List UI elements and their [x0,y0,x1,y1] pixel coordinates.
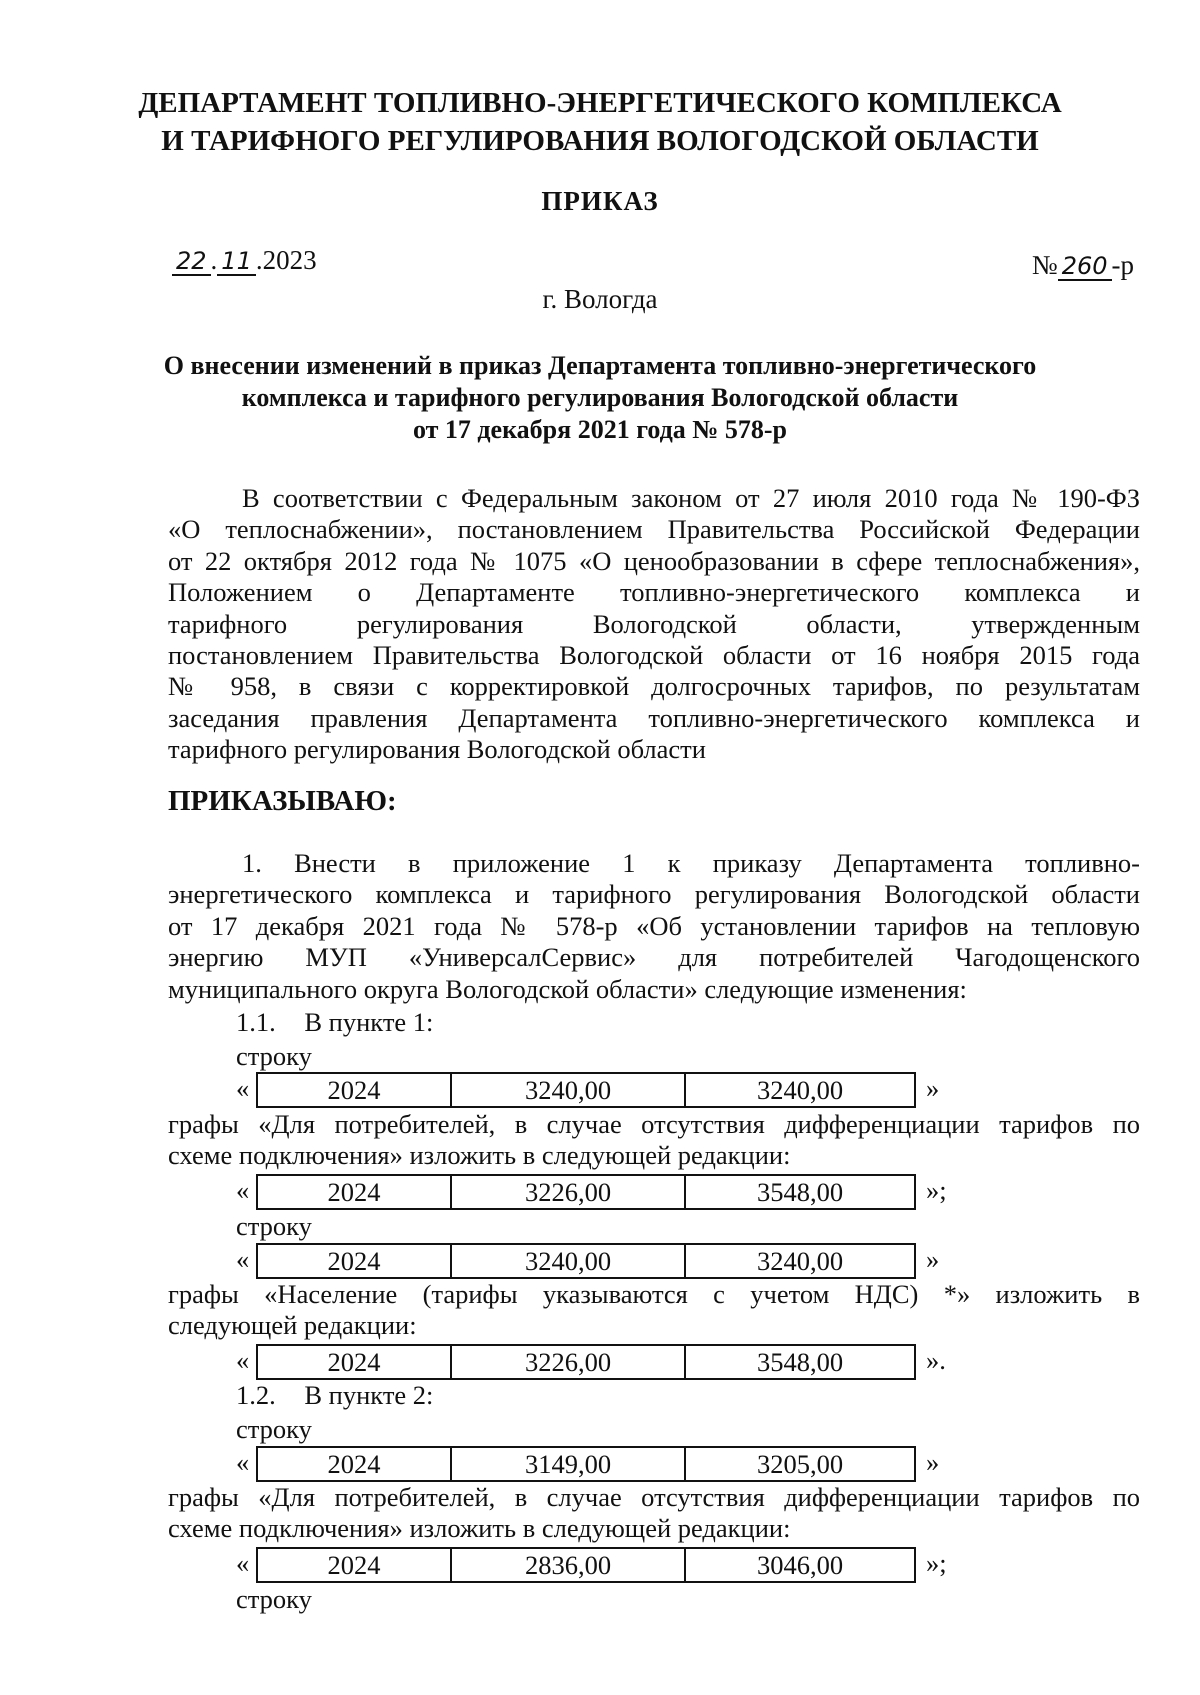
department-name-line-1: ДЕПАРТАМЕНТ ТОПЛИВНО-ЭНЕРГЕТИЧЕСКОГО КОМПЛЕКСА [138,87,1062,119]
city: г. Вологда [542,284,658,314]
grafy-population-text [168,1279,1140,1342]
cell-year: 2024 [258,1074,452,1106]
tariff-row-cells [256,1547,916,1583]
grafy-line: графы «Население (тарифы указываются с учетом НДС) *» изложить в [168,1279,1140,1309]
stroku-label: строку [236,1041,312,1071]
grafy-line: следующей редакции: [168,1310,417,1341]
tariff-row-cells [256,1072,916,1108]
preamble-line: постановлением Правительства Вологодской области от 16 ноября 2015 года [168,640,1140,671]
cell-value-2: 3046,00 [756,1550,844,1580]
open-quote: « [236,1548,250,1578]
close-quote: »; [926,1175,947,1205]
preamble-line: тарифного регулирования Вологодской области [168,734,706,765]
preamble-line: Положением о Департаменте топливно-энергетического комплекса и [168,577,1140,608]
department-name [0,84,1200,160]
date-year: .2023 [255,245,317,275]
cell-year: 2024 [258,1245,452,1277]
cell-value-2: 3205,00 [756,1449,844,1479]
preamble-paragraph [168,483,1140,766]
item-1-line: энергетического комплекса и тарифного регулирования Вологодской области [168,879,1140,910]
stroku-label: строку [236,1584,312,1614]
subject-line-1: О внесении изменений в приказ Департамента топливно-энергетического [163,351,1037,380]
cell-value-1: 3240,00 [452,1245,686,1277]
cell-value-2: 3240,00 [756,1246,844,1276]
grafy-consumers-text [168,1482,1140,1545]
close-quote: ». [926,1345,946,1375]
open-quote: « [236,1345,250,1375]
close-quote: » [926,1073,940,1103]
tariff-row-cells [256,1243,916,1279]
grafy-line: схеме подключения» изложить в следующей редакции: [168,1513,791,1544]
grafy-consumers-text [168,1109,1140,1172]
cell-value-1: 3240,00 [452,1074,686,1106]
subitem-1-1 [236,1007,433,1038]
preamble-line: В соответствии с Федеральным законом от 27 июля 2010 года № 190-ФЗ [242,483,1140,513]
preamble-line: «О теплоснабжении», постановлением Правительства Российской Федерации [168,514,1140,545]
cell-value-2: 3240,00 [756,1075,844,1105]
tariff-row-cells [256,1344,916,1380]
number-sign: № [1031,250,1058,280]
item-1-line: 1. Внести в приложение 1 к приказу Департамента топливно- [242,848,1140,878]
tariff-row-cells [256,1174,916,1210]
open-quote: « [236,1244,250,1274]
date-separator: . [210,245,218,275]
subitem-label: 1.2. [236,1380,276,1410]
open-quote: « [236,1175,250,1205]
order-number [1032,250,1134,281]
preamble-line: тарифного регулирования Вологодской области, утвержденным [168,608,1140,639]
grafy-line: графы «Для потребителей, в случае отсутствия дифференциации тарифов по [168,1109,1140,1139]
cell-value-2: 3548,00 [756,1347,844,1377]
grafy-line: схеме подключения» изложить в следующей редакции: [168,1140,791,1171]
handwritten-number: 260 [1058,253,1112,281]
cell-year: 2024 [258,1549,452,1581]
open-quote: « [236,1073,250,1103]
preamble-line: № 958, в связи с корректировкой долгосрочных тарифов, по результатам [168,671,1140,702]
open-quote: « [236,1447,250,1477]
document-type-title: ПРИКАЗ [541,186,659,216]
handwritten-day: 22 [172,248,211,276]
subject-line-3: от 17 декабря 2021 года № 578-р [412,415,788,444]
cell-year: 2024 [258,1346,452,1378]
grafy-line: графы «Для потребителей, в случае отсутствия дифференциации тарифов по [168,1482,1140,1512]
preamble-line: заседания правления Департамента топливно-энергетического комплекса и [168,702,1140,733]
item-1-line: от 17 декабря 2021 года № 578-р «Об установлении тарифов на тепловую [168,910,1140,941]
stroku-label: строку [236,1414,312,1444]
order-subject [0,350,1200,446]
subitem-1-2 [236,1380,433,1411]
handwritten-month: 11 [217,248,256,276]
cell-value-1: 3226,00 [452,1176,686,1208]
subitem-label: 1.1. [236,1007,276,1037]
cell-value-1: 2836,00 [452,1549,686,1581]
cell-value-1: 3149,00 [452,1448,686,1480]
close-quote: »; [926,1548,947,1578]
close-quote: » [926,1447,940,1477]
subitem-text: В пункте 2: [304,1380,434,1410]
subitem-text: В пункте 1: [304,1007,434,1037]
cell-value-2: 3548,00 [756,1177,844,1207]
item-1-paragraph [168,848,1140,1005]
subject-line-2: комплекса и тарифного регулирования Вологодской области [241,383,959,412]
cell-year: 2024 [258,1176,452,1208]
department-name-line-2: И ТАРИФНОГО РЕГУЛИРОВАНИЯ ВОЛОГОДСКОЙ ОБЛАСТИ [161,125,1039,157]
cell-year: 2024 [258,1448,452,1480]
order-word: ПРИКАЗЫВАЮ: [168,785,397,817]
preamble-line: от 22 октября 2012 года № 1075 «О ценообразовании в сфере теплоснабжения», [168,545,1140,576]
item-1-line: муниципального округа Вологодской области» следующие изменения: [168,973,967,1004]
close-quote: » [926,1244,940,1274]
stroku-label: строку [236,1211,312,1241]
item-1-line: энергию МУП «УниверсалСервис» для потребителей Чагодощенского [168,942,1140,973]
order-date [172,245,317,276]
cell-value-1: 3226,00 [452,1346,686,1378]
number-suffix: -р [1111,250,1134,280]
tariff-row-cells [256,1446,916,1482]
